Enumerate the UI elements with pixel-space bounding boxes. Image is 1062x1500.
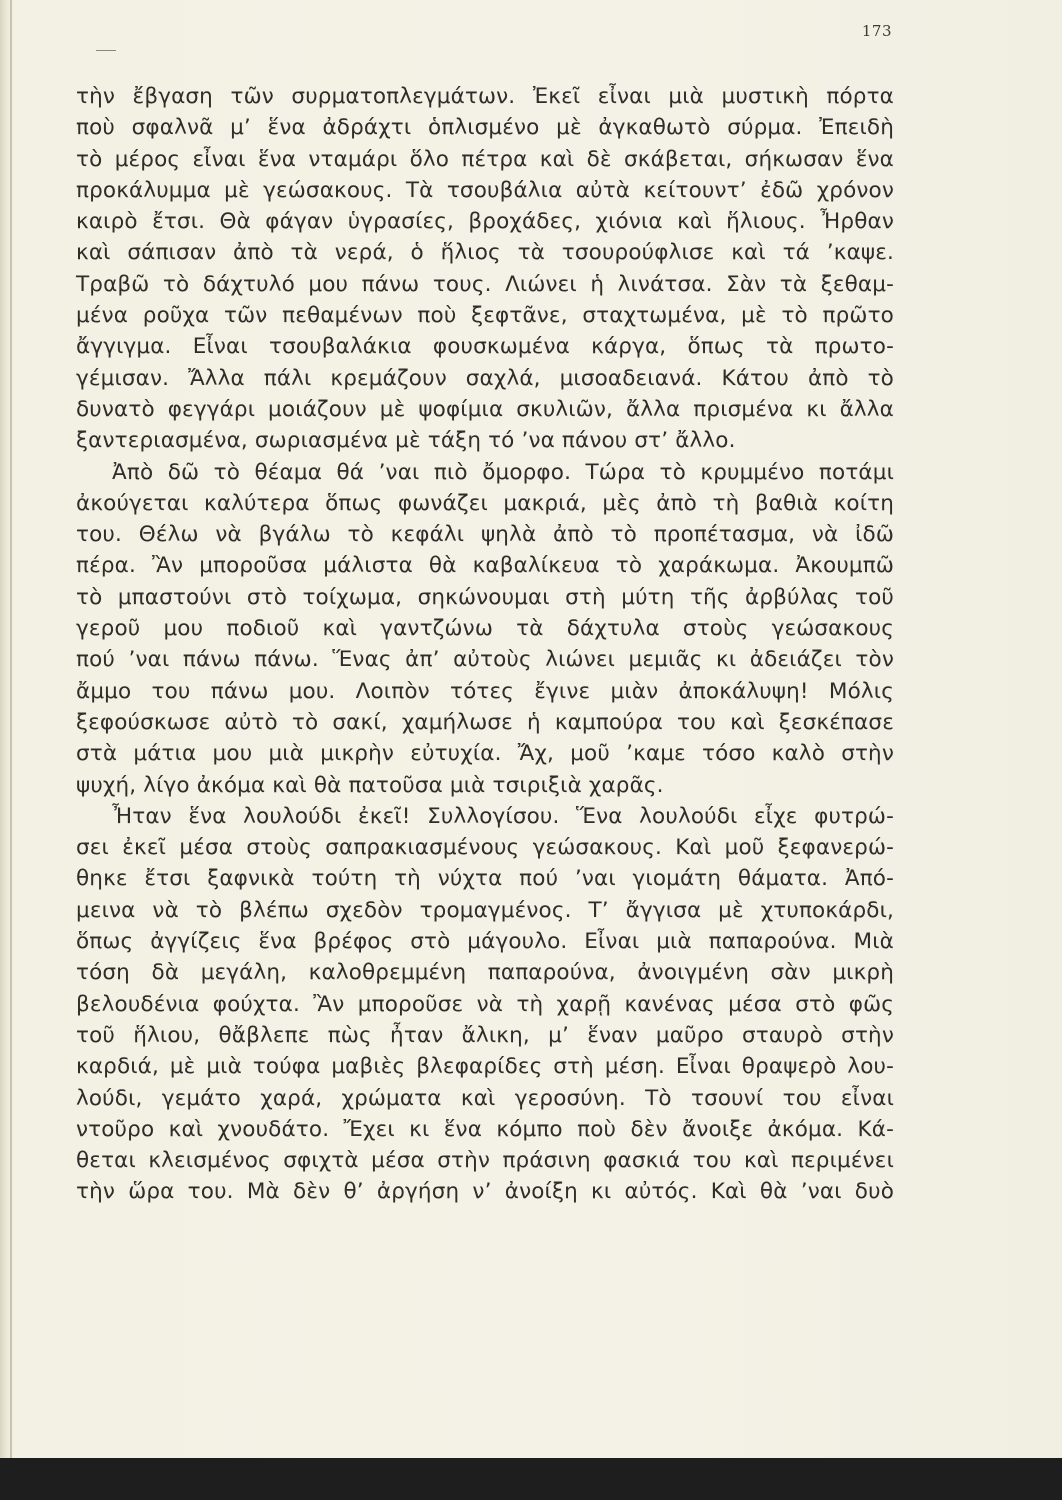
- text-line: ἀκούγεται καλύτερα ὅπως φωνάζει μακριά, μὲς ἀπὸ τὴ βαθιὰ κοίτη: [76, 490, 894, 516]
- text-line: καρδιά, μὲ μιὰ τούφα μαβιὲς βλεφαρίδες στὴ μέση. Εἶναι θραψερὸ λου-: [76, 1054, 894, 1080]
- text-line: γεροῦ μου ποδιοῦ καὶ γαντζώνω τὰ δάχτυλα στοὺς γεώσακους: [76, 616, 894, 642]
- text-line: ψυχή, λίγο ἀκόμα καὶ θὰ πατοῦσα μιὰ τσιριξιὰ χαρᾶς.: [76, 772, 664, 798]
- text-line: καὶ σάπισαν ἀπὸ τὰ νερά, ὁ ἥλιος τὰ τσουρούφλισε καὶ τά ’καψε.: [76, 240, 894, 266]
- text-line: Τραβῶ τὸ δάχτυλό μου πάνω τους. Λιώνει ἡ λινάτσα. Σὰν τὰ ξεθαμ-: [76, 271, 894, 297]
- text-line: τὸ μέρος εἶναι ἕνα νταμάρι ὅλο πέτρα καὶ δὲ σκάβεται, σήκωσαν ἕνα: [76, 146, 894, 172]
- text-line: τοῦ ἥλιου, θἄβλεπε πὼς ἦταν ἄλικη, μ’ ἕναν μαῦρο σταυρὸ στὴν: [76, 1022, 894, 1048]
- text-line: τὴν ὥρα του. Μὰ δὲν θ’ ἀργήση ν’ ἀνοίξη κι αὐτός. Καὶ θὰ ’ναι δυὸ: [76, 1179, 894, 1205]
- text-line: στὰ μάτια μου μιὰ μικρὴν εὐτυχία. Ἄχ, μοῦ ’καμε τόσο καλὸ στὴν: [76, 741, 894, 767]
- text-line: θηκε ἔτσι ξαφνικὰ τούτη τὴ νύχτα πού ’ναι γιομάτη θάματα. Ἀπό-: [76, 866, 894, 892]
- text-line: γέμισαν. Ἄλλα πάλι κρεμάζουν σαχλά, μισοαδειανά. Κάτου ἀπὸ τὸ: [76, 365, 894, 391]
- page-number: 173: [861, 22, 892, 40]
- text-line: πέρα. Ἂν μποροῦσα μάλιστα θὰ καβαλίκευα τὸ χαράκωμα. Ἀκουμπῶ: [76, 553, 894, 579]
- text-line: Ἦταν ἕνα λουλούδι ἐκεῖ! Συλλογίσου. Ἕνα λουλούδι εἶχε φυτρώ-: [112, 803, 894, 829]
- text-line: μεινα νὰ τὸ βλέπω σχεδὸν τρομαγμένος. Τ’ ἄγγισα μὲ χτυποκάρδι,: [76, 897, 894, 923]
- page-fold-line: [10, 0, 12, 1458]
- text-line: ντοῦρο καὶ χνουδάτο. Ἔχει κι ἕνα κόμπο ποὺ δὲν ἄνοιξε ἀκόμα. Κά-: [76, 1116, 894, 1142]
- text-line: πού ’ναι πάνω πάνω. Ἕνας ἀπ’ αὐτοὺς λιώνει μεμιᾶς κι ἀδειάζει τὸν: [76, 647, 894, 673]
- text-line: τὸ μπαστούνι στὸ τοίχωμα, σηκώνουμαι στὴ μύτη τῆς ἀρβύλας τοῦ: [76, 584, 894, 610]
- scanner-bottom-band: [0, 1458, 1062, 1500]
- text-line: ξεφούσκωσε αὐτὸ τὸ σακί, χαμήλωσε ἡ καμπούρα του καὶ ξεσκέπασε: [76, 709, 894, 735]
- text-line: ποὺ σφαλνᾶ μ’ ἕνα ἀδράχτι ὁπλισμένο μὲ ἀγκαθωτὸ σύρμα. Ἐπειδὴ: [76, 115, 894, 141]
- text-line: σει ἐκεῖ μέσα στοὺς σαπρακιασμένους γεώσακους. Καὶ μοῦ ξεφανερώ-: [76, 835, 894, 861]
- text-line: ἄγγιγμα. Εἶναι τσουβαλάκια φουσκωμένα κάργα, ὅπως τὰ πρωτο-: [76, 334, 894, 360]
- text-line: τόση δὰ μεγάλη, καλοθρεμμένη παπαρούνα, ἀνοιγμένη σὰν μικρὴ: [76, 960, 894, 986]
- text-line: θεται κλεισμένος σφιχτὰ μέσα στὴν πράσινη φασκιά του καὶ περιμένει: [76, 1148, 894, 1174]
- paragraph-1: [76, 81, 894, 457]
- corner-mark: [96, 50, 116, 51]
- text-line: βελουδένια φούχτα. Ἂν μποροῦσε νὰ τὴ χαρῇ κανένας μέσα στὸ φῶς: [76, 991, 894, 1017]
- text-line: δυνατὸ φεγγάρι μοιάζουν μὲ ψοφίμια σκυλιῶν, ἄλλα πρισμένα κι ἄλλα: [76, 396, 894, 422]
- body-text: [76, 81, 894, 1208]
- paragraph-2: [76, 457, 894, 801]
- text-line: μένα ροῦχα τῶν πεθαμένων ποὺ ξεφτᾶνε, σταχτωμένα, μὲ τὸ πρῶτο: [76, 303, 894, 329]
- text-line: του. Θέλω νὰ βγάλω τὸ κεφάλι ψηλὰ ἀπὸ τὸ προπέτασμα, νὰ ἰδῶ: [76, 522, 894, 548]
- text-line: προκάλυμμα μὲ γεώσακους. Τὰ τσουβάλια αὐτὰ κείτουντ’ ἐδῶ χρόνον: [76, 177, 894, 203]
- text-line: ξαντεριασμένα, σωριασμένα μὲ τάξη τό ’να πάνου στ’ ἄλλο.: [76, 428, 736, 454]
- text-line: καιρὸ ἔτσι. Θὰ φάγαν ὑγρασίες, βροχάδες, χιόνια καὶ ἥλιους. Ἦρθαν: [76, 209, 894, 235]
- paragraph-3: [76, 801, 894, 1208]
- text-line: Ἀπὸ δῶ τὸ θέαμα θά ’ναι πιὸ ὄμορφο. Τώρα τὸ κρυμμένο ποτάμι: [112, 459, 894, 485]
- text-line: τὴν ἔβγαση τῶν συρματοπλεγμάτων. Ἐκεῖ εἶναι μιὰ μυστικὴ πόρτα: [76, 84, 894, 109]
- text-line: λούδι, γεμάτο χαρά, χρώματα καὶ γεροσύνη. Τὸ τσουνί του εἶναι: [76, 1085, 894, 1111]
- text-line: ἄμμο του πάνω μου. Λοιπὸν τότες ἔγινε μιὰν ἀποκάλυψη! Μόλις: [76, 678, 894, 704]
- text-line: ὅπως ἀγγίζεις ἕνα βρέφος στὸ μάγουλο. Εἶναι μιὰ παπαρούνα. Μιὰ: [76, 929, 894, 955]
